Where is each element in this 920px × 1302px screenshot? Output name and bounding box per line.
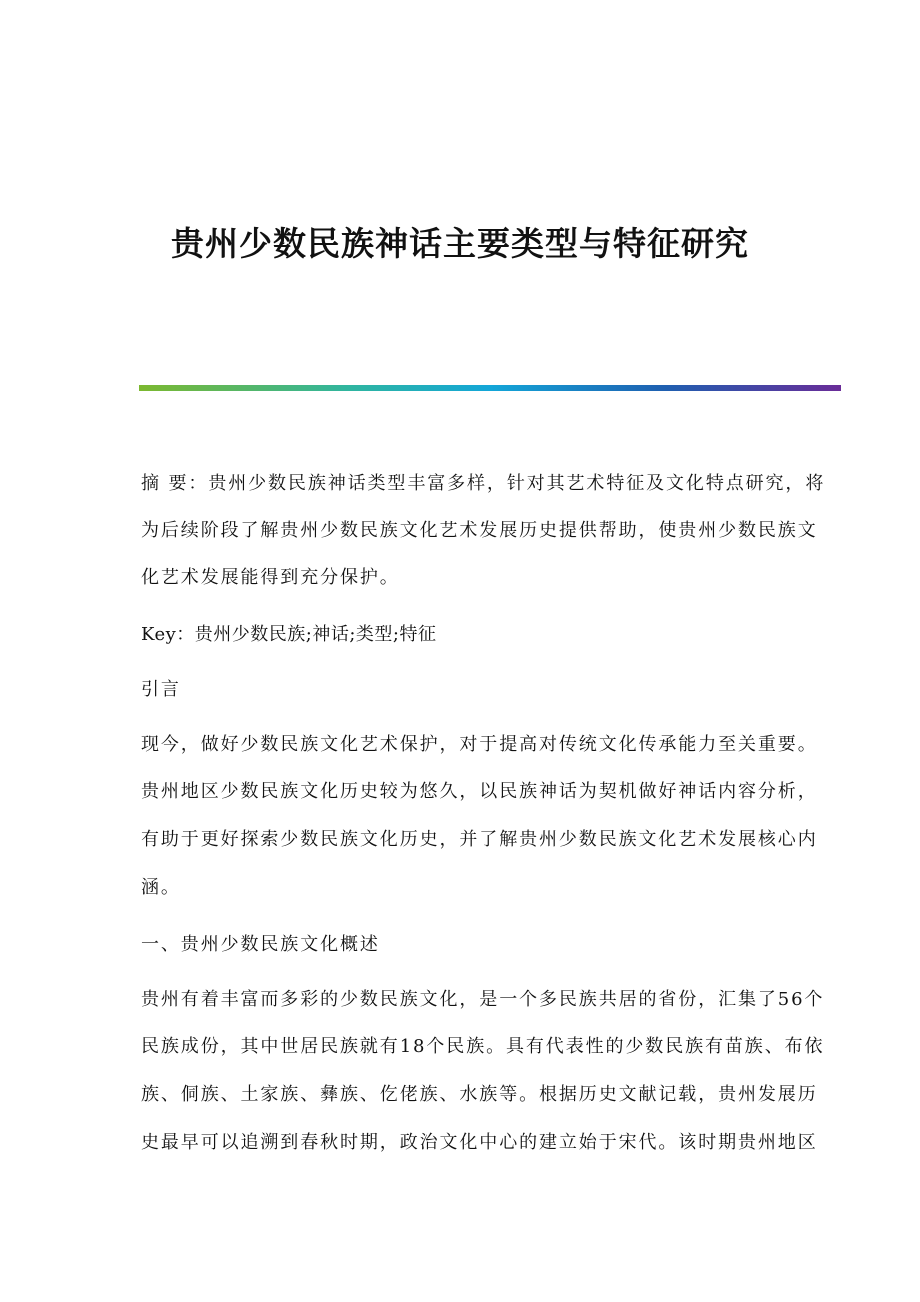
section1-line: 族、侗族、土家族、彝族、仡佬族、水族等。根据历史文献记载，贵州发展历 [141,1084,818,1105]
intro-line: 有助于更好探索少数民族文化历史，并了解贵州少数民族文化艺术发展核心内 [141,829,818,850]
section1-line: 贵州有着丰富而多彩的少数民族文化，是一个多民族共居的省份，汇集了56个 [141,989,825,1010]
section1-line: 史最早可以追溯到春秋时期，政治文化中心的建立始于宋代。该时期贵州地区 [141,1132,818,1153]
intro-heading: 引言 [141,679,181,700]
section1-heading: 一、贵州少数民族文化概述 [141,934,380,955]
intro-line: 贵州地区少数民族文化历史较为悠久，以民族神话为契机做好神话内容分析， [141,781,818,802]
title-divider [139,385,841,391]
abstract-line: 为后续阶段了解贵州少数民族文化艺术发展历史提供帮助，使贵州少数民族文 [141,520,818,541]
abstract-line: 摘 要：贵州少数民族神话类型丰富多样，针对其艺术特征及文化特点研究，将 [141,473,826,494]
keywords: Key：贵州少数民族;神话;类型;特征 [141,624,437,645]
document-title: 贵州少数民族神话主要类型与特征研究 [171,224,749,263]
abstract-line: 化艺术发展能得到充分保护。 [141,567,400,588]
intro-line: 涵。 [141,877,181,898]
section1-line: 民族成份，其中世居民族就有18个民族。具有代表性的少数民族有苗族、布依 [141,1036,825,1057]
intro-line: 现今，做好少数民族文化艺术保护，对于提高对传统文化传承能力至关重要。 [141,734,818,755]
